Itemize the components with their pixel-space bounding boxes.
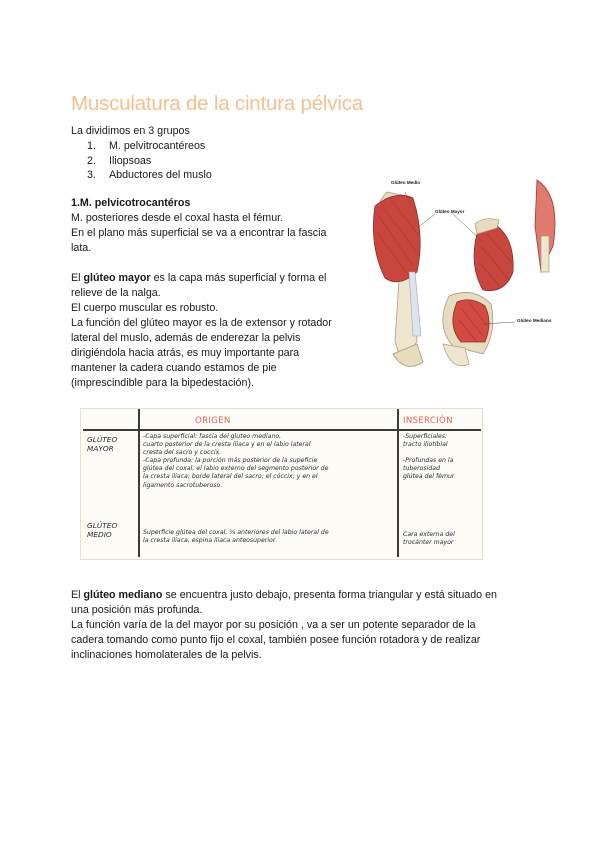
paragraph-line: mantener la cadera cuando estamos de pie: [71, 362, 277, 374]
page-title: Musculatura de la cintura pélvica: [71, 92, 363, 115]
figure-label: Glúteo Mediano: [517, 318, 552, 323]
figure-label: Glúteo Medio: [391, 180, 421, 185]
paragraph-line: dirigiéndola hacia atrás, es muy importante para: [71, 347, 300, 359]
list-item: 2. Iliopsoas: [87, 154, 152, 167]
table-cell-origen: Superficie glútea del coxal, ¾ anteriores del labio lateral de la cresta iliaca, espina iliaca anteosuperior: [143, 529, 329, 545]
section-line: lata.: [71, 242, 92, 254]
gluteus-table-image: [80, 408, 483, 560]
table-divider: [397, 409, 399, 557]
paragraph-line: una posición más profunda.: [71, 604, 203, 616]
table-header-insercion: INSERCIÓN: [403, 416, 453, 426]
paragraph-line: relieve de la nalga.: [71, 287, 161, 299]
row-label: GLÚTEO MAYOR: [87, 435, 118, 453]
section-heading: 1.M. pelvicotrocantéros: [71, 197, 191, 209]
table-cell-origen: -Capa superficial: fascia del gluteo mediano, cuarto posterior de la cresta iliaca y en el labio lateral cresta del sacro y coccix. -Capa profunda: la porción más posterior de la supeficie glútea del coxal, el labio externo del segmento posterior de la cresta iliaca; borde lateral del sacro; el cóccix; y en el ligamento sacrotuberoso.: [143, 433, 329, 489]
paragraph-line: El glúteo mayor es la capa más superficial y forma el: [71, 272, 327, 284]
paragraph-line: El glúteo mediano se encuentra justo debajo, presenta forma triangular y está situado en: [71, 589, 497, 601]
list-item: 1. M. pelvitrocantéreos: [87, 140, 206, 152]
section-line: En el plano más superficial se va a encontrar la fascia: [71, 227, 327, 239]
paragraph-line: (imprescindible para la bipedestación).: [71, 377, 254, 389]
groups-list: [87, 139, 212, 183]
paragraph-line: La función varía de la del mayor por su posición , va a ser un potente separador de la: [71, 619, 476, 631]
intro-text: La dividimos en 3 grupos: [71, 125, 190, 137]
table-cell-insercion: -Superficiales: tracto iliotibial -Profundas en la tuberosidad glútea del fémur: [403, 433, 455, 481]
row-label: GLÚTEO MEDIO: [87, 521, 118, 539]
list-item: 3. Abductores del muslo: [87, 169, 212, 182]
paragraph-line: lateral del muslo, además de enderezar la pelvis: [71, 332, 301, 344]
gluteal-muscles-figure: [365, 176, 563, 381]
paragraph-line: El cuerpo muscular es robusto.: [71, 302, 219, 314]
paragraph-line: La función del glúteo mayor es la de extensor y rotador: [71, 317, 332, 329]
table-header-origen: ORIGEN: [195, 416, 231, 426]
paragraph-line: inclinaciones homolaterales de la pelvis.: [71, 649, 262, 661]
paragraph-line: cadera tomando como punto fijo el coxal, también posee función rotadora y de realizar: [71, 634, 481, 646]
figure-label: Glúteo Mayor: [435, 209, 465, 214]
table-divider: [83, 429, 481, 431]
table-cell-insercion: Cara externa del trocánter mayor: [403, 531, 455, 547]
table-divider: [138, 409, 140, 557]
anatomy-illustration: [365, 176, 563, 381]
section-line: M. posteriores desde el coxal hasta el fémur.: [71, 212, 284, 224]
